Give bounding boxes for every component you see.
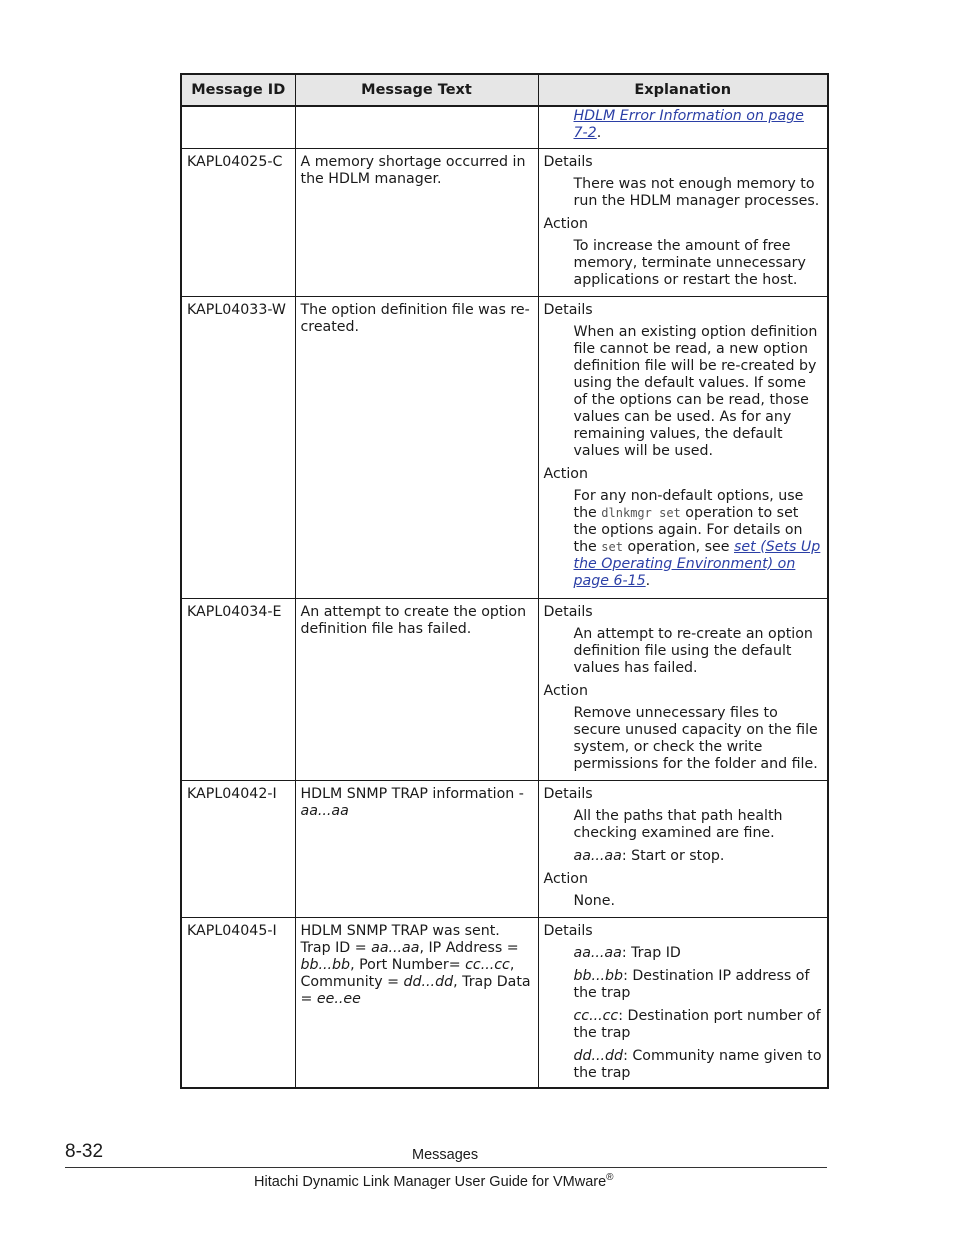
explanation-cell	[538, 780, 828, 917]
message-text-cell: HDLM SNMP TRAP was sent. Trap ID = aa...aa, IP Address = bb...bb, Port Number= cc...cc, Community = dd...dd, Trap Data = ee..ee	[295, 917, 538, 1088]
message-text-cell: A memory shortage occurred in the HDLM manager.	[295, 148, 538, 296]
command-code: set	[601, 539, 623, 554]
details-label: Details	[543, 301, 593, 318]
message-text-cell: The option definition file was re-created.	[295, 296, 538, 598]
explanation-cell	[538, 917, 828, 1088]
message-text-cell: An attempt to create the option definition file has failed.	[295, 598, 538, 780]
details-variable: aa...aa: Start or stop.	[573, 847, 725, 864]
message-id-cell: KAPL04045-I	[181, 917, 295, 1088]
error-info-link[interactable]: HDLM Error Information on page 7-2	[573, 108, 804, 141]
message-id-cell	[181, 106, 295, 148]
footer-section: Messages	[412, 1147, 479, 1163]
action-text: To increase the amount of free memory, terminate unnecessary applications or restart the host.	[573, 237, 806, 288]
explanation-cell	[538, 106, 828, 148]
details-variable: bb...bb: Destination IP address of the trap	[573, 967, 810, 1001]
message-text-cell	[295, 106, 538, 148]
command-code: dlnkmgr set	[601, 505, 681, 520]
details-text: When an existing option definition file cannot be read, a new option definition file will be re-created by using the default values. If some of the options can be read, those values can be used. As for any remaining values, the default values will be used.	[573, 323, 818, 459]
table-row	[181, 296, 828, 598]
explanation-cell	[538, 296, 828, 598]
details-text: All the paths that path health checking examined are fine.	[573, 807, 783, 841]
table-header-row	[181, 74, 828, 106]
set-command-link[interactable]: set (Sets Up the Operating Environment) on page 6-15	[573, 538, 821, 589]
message-id-cell: KAPL04034-E	[181, 598, 295, 780]
messages-table	[180, 73, 829, 1089]
action-text: For any non-default options, use the dlnkmgr set operation to set the options again. For details on the set operation, see set (Sets Up the Operating Environment) on page 6-15.	[573, 487, 821, 589]
message-id-cell: KAPL04025-C	[181, 148, 295, 296]
table-row	[181, 598, 828, 780]
action-label: Action	[543, 215, 588, 232]
table-row	[181, 106, 828, 148]
details-label: Details	[543, 603, 593, 620]
details-variable: cc...cc: Destination port number of the trap	[573, 1007, 821, 1041]
details-text: An attempt to re-create an option definition file using the default values has failed.	[573, 625, 813, 676]
message-id-cell: KAPL04042-I	[181, 780, 295, 917]
header-explanation: Explanation	[538, 74, 828, 106]
details-label: Details	[543, 785, 593, 802]
message-text-cell: HDLM SNMP TRAP information - aa...aa	[295, 780, 538, 917]
action-label: Action	[543, 465, 588, 482]
message-id-cell: KAPL04033-W	[181, 296, 295, 598]
action-text: None.	[573, 892, 616, 909]
action-text: Remove unnecessary files to secure unused capacity on the file system, or check the write permissions for the folder and file.	[573, 704, 818, 772]
details-variable: dd...dd: Community name given to the trap	[573, 1047, 822, 1081]
header-message-id: Message ID	[181, 74, 295, 106]
details-label: Details	[543, 922, 593, 939]
explanation-cell	[538, 148, 828, 296]
table-row	[181, 780, 828, 917]
details-text: There was not enough memory to run the HDLM manager processes.	[573, 175, 820, 209]
footer-title: Hitachi Dynamic Link Manager User Guide for VMware®	[254, 1172, 614, 1190]
action-label: Action	[543, 870, 588, 887]
punctuation: .	[596, 125, 602, 141]
details-variable: aa...aa: Trap ID	[573, 944, 681, 961]
page-number: 8-32	[65, 1141, 104, 1162]
action-label: Action	[543, 682, 588, 699]
details-label: Details	[543, 153, 593, 170]
header-message-text: Message Text	[295, 74, 538, 106]
table-row	[181, 917, 828, 1088]
explanation-cell	[538, 598, 828, 780]
table-row	[181, 148, 828, 296]
footer-divider	[65, 1167, 827, 1168]
